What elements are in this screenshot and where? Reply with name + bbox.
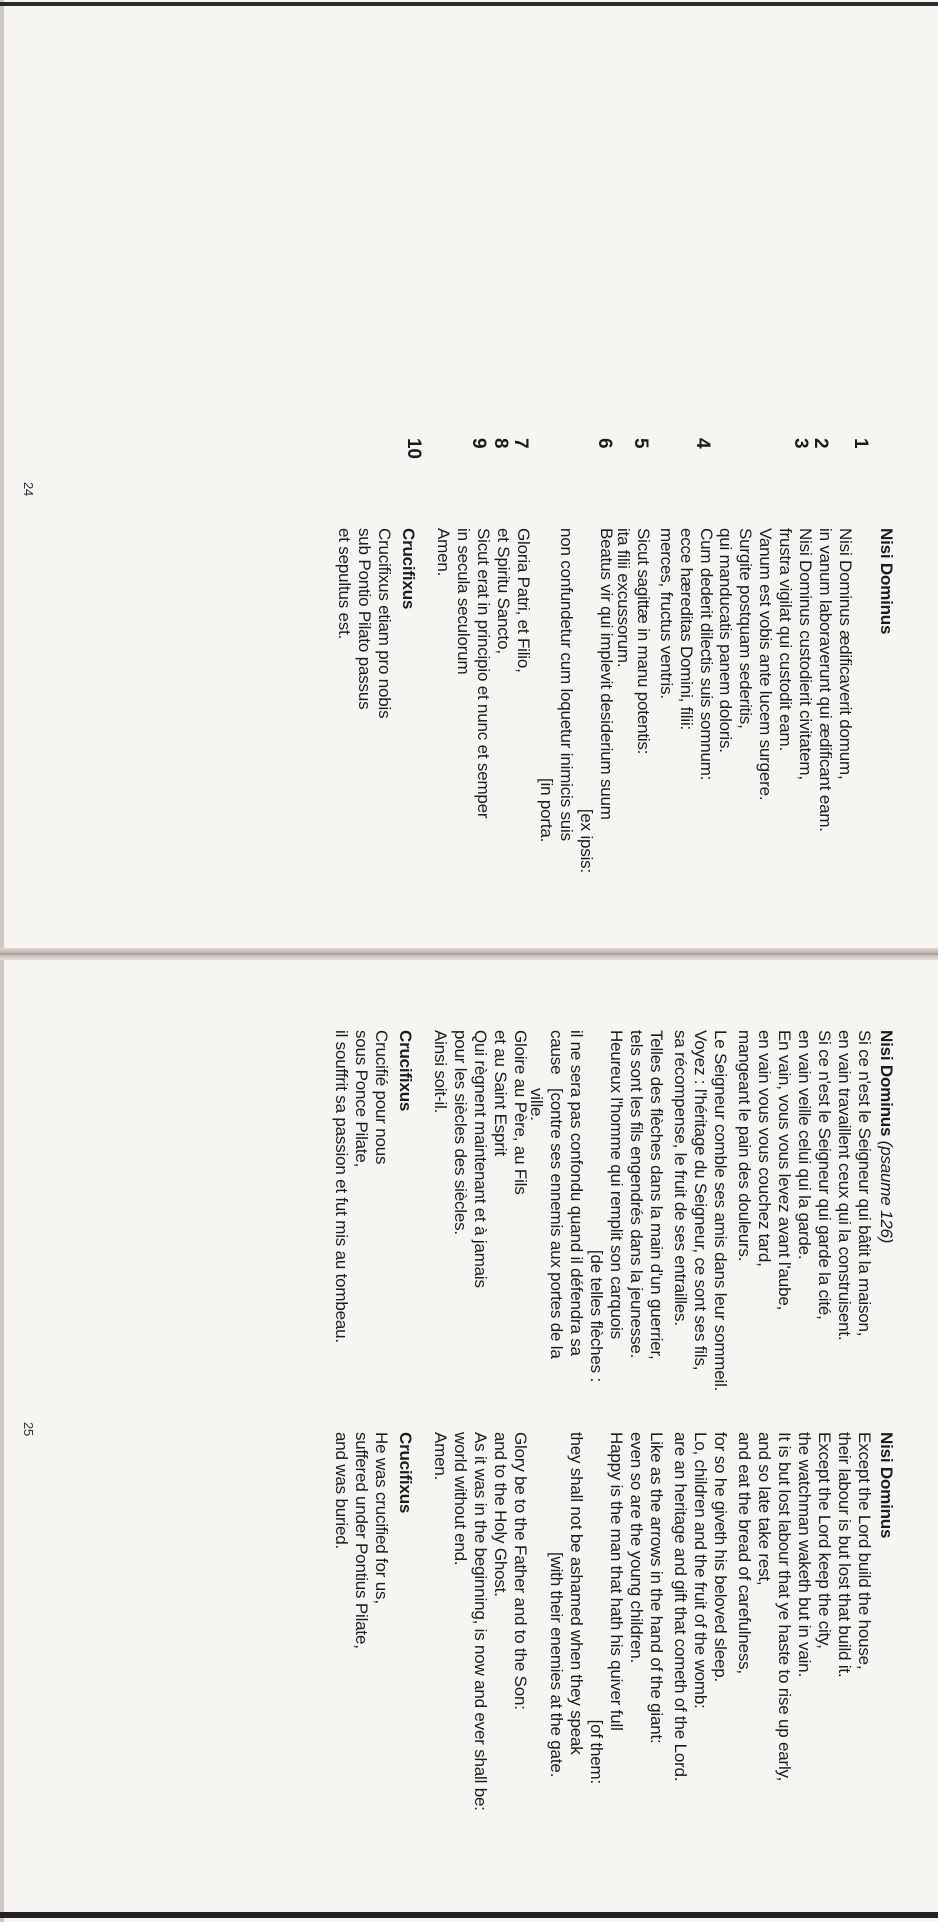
verse-5	[613, 528, 653, 754]
verse-line: in vanum laboraverunt qui ædificant eam.	[816, 528, 835, 832]
french-stanza-4	[430, 1030, 530, 1288]
verse-number-3: 3	[790, 438, 811, 449]
verse-line: non confundetur cum loquetur inimicis suis	[557, 528, 576, 841]
verse-line: sub Pontio Pilato passus	[355, 528, 374, 710]
text-line: Happy is the man that hath his quiver full	[607, 1432, 626, 1731]
text-line: et au Saint Esprit	[491, 1030, 510, 1156]
verse-line-continuation: [in porta.	[537, 778, 556, 843]
text-line-continuation: [de telles flèches :	[587, 1249, 606, 1382]
verse-number-10: 10	[403, 438, 424, 459]
verse-line: Cum dederit dilectis suis somnum:	[697, 528, 716, 781]
english-stanza-4	[430, 1432, 530, 1811]
text-line-continuation: [with their enemies at the gate.	[547, 1552, 566, 1778]
text-line: suffered under Pontius Pilate,	[352, 1432, 371, 1649]
english-crucifixus	[331, 1432, 391, 1649]
text-line: tels sont les fils engendrés dans la jeunesse.	[627, 1030, 646, 1359]
text-line: il souffrit sa passion et fut mis au tombeau.	[332, 1030, 351, 1343]
text-line: are an heritage and gift that cometh of the Lord.	[671, 1432, 690, 1782]
verse-2-3	[715, 528, 815, 800]
title-note: (psaume 126)	[877, 1140, 896, 1244]
text-line: As it was in the beginning, is now and ever shall be:	[471, 1432, 490, 1811]
verse-line: et sepultus est.	[335, 528, 354, 640]
text-line: En vain, vous vous levez avant l'aube,	[775, 1030, 794, 1311]
text-line: and to the Holy Ghost.	[491, 1432, 510, 1597]
verse-line: Sicut sagittæ in manu potentis:	[634, 528, 653, 755]
title-nisi-dominus-en: Nisi Dominus	[877, 1432, 896, 1539]
text-line: He was crucified for us,	[372, 1432, 391, 1604]
bottom-border	[0, 1912, 938, 1918]
verse-6	[536, 528, 616, 873]
verse-line: qui manducatis panem doloris.	[716, 528, 735, 753]
top-border	[0, 2, 938, 6]
french-crucifixus	[331, 1030, 391, 1343]
verse-number-9: 9	[468, 438, 489, 449]
text-line: It is but lost labour that ye haste to rise up early,	[775, 1432, 794, 1782]
title-text: Nisi Dominus	[877, 1030, 896, 1137]
verse-line: ita filii excussorum.	[614, 528, 633, 668]
text-line: Lo, children and the fruit of the womb:	[691, 1432, 710, 1709]
verse-line: Gloria Patri, et Filio,	[514, 528, 533, 673]
text-line: Crucifié pour nous	[372, 1030, 391, 1165]
title-crucifixus: Crucifixus	[399, 528, 418, 610]
text-line: mangeant le pain des douleurs.	[735, 1030, 754, 1262]
page-25	[0, 1000, 938, 1850]
text-line: they shall not be ashamed when they speak	[567, 1432, 586, 1755]
verse-4	[656, 528, 716, 780]
text-line: en vain vous vous couchez tard,	[755, 1030, 774, 1267]
verse-line: Sicut erat in principio et nunc et semper	[474, 528, 493, 819]
verse-line: merces, fructus ventris.	[657, 528, 676, 699]
text-line: Telles des flèches dans la main d'un guerrier,	[647, 1030, 666, 1360]
text-line: even so are the young children.	[627, 1432, 646, 1664]
verse-number-1: 1	[850, 438, 871, 449]
text-line: and eat the bread of carefulness,	[735, 1432, 754, 1674]
text-line: Like as the arrows in the hand of the giant:	[647, 1432, 666, 1744]
verse-7-9	[433, 528, 533, 818]
verse-number-2: 2	[810, 438, 831, 449]
verse-number-6: 6	[594, 438, 615, 449]
french-stanza-1	[734, 1030, 874, 1340]
text-line: Amen.	[431, 1432, 450, 1481]
verse-line-continuation: [ex ipsis:	[577, 808, 596, 873]
verse-line: Amen.	[434, 528, 453, 577]
text-line: Ainsi soit-il.	[431, 1030, 450, 1114]
text-line: their labour is but lost that build it.	[835, 1432, 854, 1678]
text-line: world without end.	[451, 1432, 470, 1566]
text-line: en vain travaillent ceux qui la construisent.	[835, 1030, 854, 1341]
page-number: 25	[21, 1422, 36, 1437]
text-line: Except the Lord build the house,	[855, 1432, 874, 1670]
text-line: the watchman waketh but in vain.	[795, 1432, 814, 1677]
title-nisi-dominus: Nisi Dominus	[877, 528, 896, 635]
page-fold	[0, 948, 938, 960]
title-crucifixus-en: Crucifixus	[396, 1432, 415, 1514]
verse-line: in secula seculorum	[454, 528, 473, 675]
text-line: Glory be to the Father and to the Son:	[511, 1432, 530, 1710]
verse-line: Beatus vir qui implevit desiderium suum	[597, 528, 616, 820]
verse-line: et Spiritu Sancto,	[494, 528, 513, 654]
french-stanza-2	[670, 1030, 730, 1391]
text-line: Except the Lord keep the city,	[815, 1432, 834, 1649]
text-line: en vain veille celui qui la garde.	[795, 1030, 814, 1260]
text-line: il ne sera pas confondu quand il défendra sa cause	[547, 1030, 586, 1356]
text-line: sous Ponce Pilate,	[352, 1030, 371, 1168]
verse-line: Nisi Dominus custodierit civitatem,	[796, 528, 815, 780]
text-line: Gloire au Père, au Fils	[511, 1030, 530, 1195]
text-line: for so he giveth his beloved sleep.	[711, 1432, 730, 1683]
text-line: and so late take rest,	[755, 1432, 774, 1586]
text-line: and was buried.	[332, 1432, 351, 1550]
page-24	[0, 90, 938, 940]
title-nisi-dominus-fr	[876, 1030, 896, 1243]
verse-line: Crucifixus etiam pro nobis	[375, 528, 394, 719]
text-line: Qui règnent maintenant et à jamais	[471, 1030, 490, 1288]
verse-line: Nisi Dominus ædificaverit domum,	[836, 528, 855, 780]
text-line-continuation: [contre ses ennemis aux portes de la ville.	[527, 1088, 566, 1359]
english-stanza-2	[670, 1432, 730, 1781]
text-line: Heureux l'homme qui remplit son carquois	[607, 1030, 626, 1339]
verse-line: Surgite postquam sederitis,	[736, 528, 755, 729]
text-line-continuation: [of them:	[587, 1719, 606, 1784]
text-line: Si ce n'est le Seigneur qui bâtit la maison,	[855, 1030, 874, 1337]
verse-number-7: 7	[510, 438, 531, 449]
verse-line: frustra vigilat qui custodit eam.	[776, 528, 795, 751]
text-line: Voyez : l'héritage du Seigneur, ce sont ses fils,	[691, 1030, 710, 1371]
verse-line: ecce hæreditas Domini, filii:	[677, 528, 696, 731]
verse-number-5: 5	[630, 438, 651, 449]
verse-number-8: 8	[490, 438, 511, 449]
text-line: Si ce n'est le Seigneur qui garde la cité,	[815, 1030, 834, 1320]
text-line: Le Seigneur comble ses amis dans leur sommeil.	[711, 1030, 730, 1392]
french-stanza-3	[527, 1030, 666, 1382]
verse-1	[815, 528, 855, 832]
verse-line: Vanum est vobis ante lucem surgere.	[756, 528, 775, 801]
verse-number-4: 4	[692, 438, 713, 449]
text-line: sa récompense, le fruit de ses entrailles.	[671, 1030, 690, 1326]
page-number: 24	[21, 482, 36, 497]
verse-10	[334, 528, 394, 718]
english-stanza-1	[734, 1432, 874, 1781]
english-stanza-3	[546, 1432, 666, 1784]
text-line: pour les siècles des siècles.	[451, 1030, 470, 1235]
title-crucifixus-fr: Crucifixus	[396, 1030, 415, 1112]
